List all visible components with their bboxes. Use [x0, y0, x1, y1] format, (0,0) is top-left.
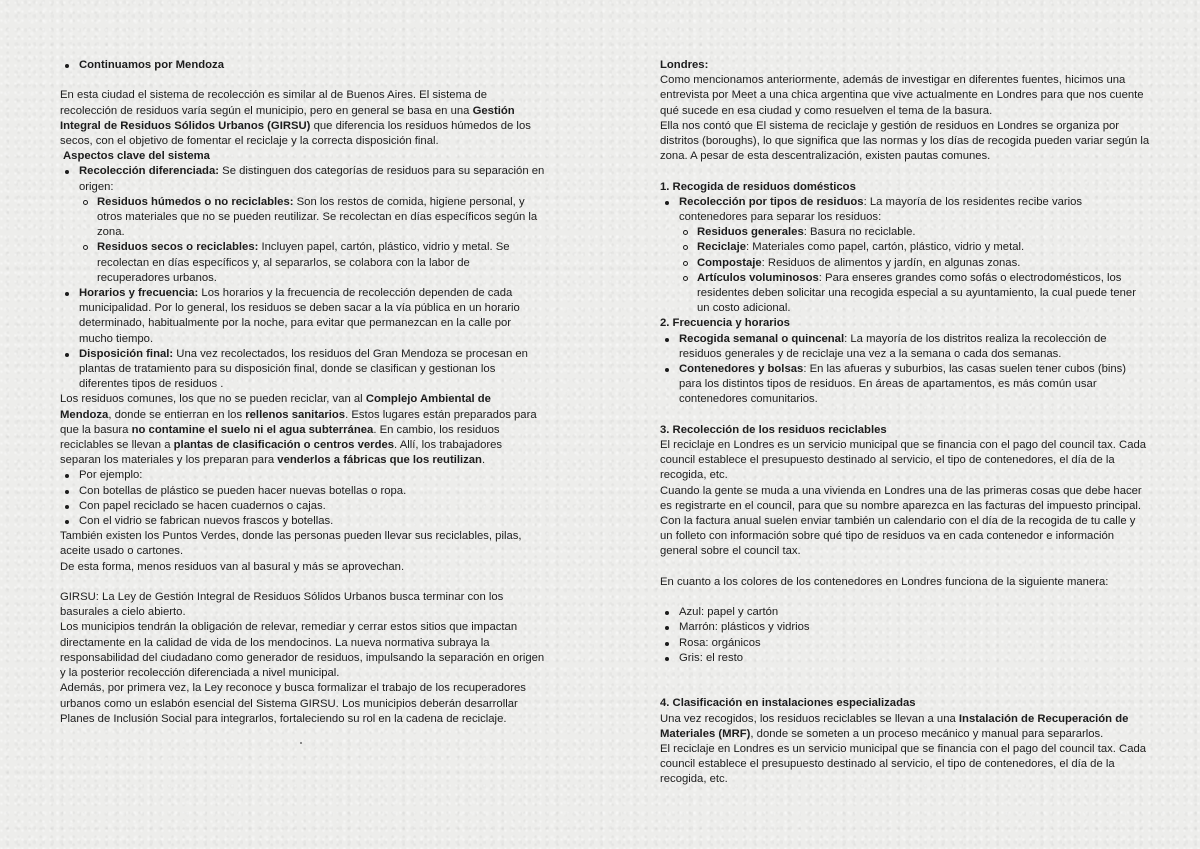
colors-list: [660, 605, 1150, 666]
list-item: Residuos secos o reciclables: Incluyen papel, cartón, plástico, vidrio y metal. Se recolectan en días específicos y, al separarlos, se colabora con la labor de recuperadores urbanos.: [79, 240, 545, 286]
section-1-title: 1. Recogida de residuos domésticos: [660, 180, 856, 193]
stray-dot: [300, 742, 302, 744]
section-4-paragraph-2: El reciclaje en Londres es un servicio municipal que se financia con el pago del council tax. Cada council establece el presupuesto destinado al servicio, el tipo de contenedores, el día de la recogida, etc.: [660, 743, 1147, 786]
section-3-title: 3. Recolección de los residuos reciclables: [660, 423, 887, 436]
section-2-title: 2. Frecuencia y horarios: [660, 317, 790, 330]
list-item: Recolección por tipos de residuos: La mayoría de los residentes recibe varios contenedores para separar los residuos: Residuos generales: Basura no reciclable. Reciclaje: Materiales como papel, cartón, plástico, vidrio y metal. Compostaje: Residuos de alimentos y jardín, en algunas zonas. Artículos voluminosos: Para enseres grandes como sofás o electrodomésticos, los residentes deben solicitar una recogida especial a su ayuntamiento, la cual puede tener un costo adicional.: [660, 195, 1150, 317]
girsu-paragraph-2: Los municipios tendrán la obligación de relevar, remediar y cerrar estos sitios que impactan directamente en la calidad de vida de los mendocinos. La nueva normativa subraya la responsabilidad del ciudadano como generador de residuos, impulsando la separación en origen y la posterior recolección diferenciada a nivel municipal.: [60, 621, 545, 680]
list-item: Recolección diferenciada: Se distinguen dos categorías de residuos para su separación en origen: Residuos húmedos o no reciclables: Son los restos de comida, higiene personal, y otros materiales que no se pueden reutilizar. Se recolectan en días específicos según la zona. Residuos secos o reciclables: Incluyen papel, cartón, plástico, vidrio y metal. Se recolectan en días específicos y, al separarlos, se colabora con la labor de recuperadores urbanos.: [60, 164, 545, 286]
list-item: Compostaje: Residuos de alimentos y jardín, en algunas zonas.: [679, 256, 1150, 271]
section-3-paragraph-2: Cuando la gente se muda a una vivienda en Londres una de las primeras cosas que debe hacer es registrarte en el council, para que su nombre aparezca en las facturas del impuesto principal. Con la factura anual suelen enviar también un calendario con el día de la recogida de tu calle y un folleto con información sobre qué tipo de residuos va en cada contenedor e información general sobre el council tax.: [660, 484, 1142, 558]
mendoza-intro: En esta ciudad el sistema de recolección es similar al de Buenos Aires. El sistema de recolección de residuos varía según el municipio, pero en general se basa en una Gestión Integral de Residuos Sólidos Urbanos (GIRSU) que diferencia los residuos húmedos de los secos, con el objetivo de fomentar el reciclaje y la correcta disposición final.: [60, 89, 531, 147]
list-item: Horarios y frecuencia: Los horarios y la frecuencia de recolección dependen de cada municipalidad. Por lo general, los residuos se deben sacar a la vía pública en un horario determinado, habitualmente por la noche, para evitar que permanezcan en la calle por mucho tiempo.: [60, 286, 545, 347]
list-item: Marrón: plásticos y vidrios: [660, 620, 1150, 635]
londres-intro-1: Como mencionamos anteriormente, además de investigar en diferentes fuentes, hicimos una entrevista por Meet a una chica argentina que vive actualmente en Londres para que nos cuente qué sucede en esa ciudad y como resuelven el tema de la basura.: [660, 74, 1144, 117]
list-item: Con papel reciclado se hacen cuadernos o cajas.: [60, 499, 545, 514]
list-item: Contenedores y bolsas: En las afueras y suburbios, las casas suelen tener cubos (bins) para los distintos tipos de residuos. En áreas de apartamentos, es más común usar contenedores comunitarios.: [660, 362, 1150, 408]
examples-list: [60, 468, 545, 529]
waste-types-list: [60, 195, 545, 286]
list-item: Con botellas de plástico se pueden hacer nuevas botellas o ropa.: [60, 484, 545, 499]
section-4-title: 4. Clasificación en instalaciones especializadas: [660, 697, 916, 710]
londres-title: Londres:: [660, 59, 709, 71]
section-2-list: [660, 332, 1150, 408]
heading-list: [60, 58, 545, 73]
mendoza-heading: Continuamos por Mendoza: [60, 58, 545, 73]
list-item: Disposición final: Una vez recolectados, los residuos del Gran Mendoza se procesan en plantas de tratamiento para su disposición final, donde se clasifican y gestionan los diferentes tipos de residuos .: [60, 347, 545, 393]
section-1-list: [660, 195, 1150, 317]
container-types-list: [660, 225, 1150, 316]
colors-intro: En cuanto a los colores de los contenedores en Londres funciona de la siguiente manera:: [660, 575, 1109, 588]
section-4-paragraph-1: Una vez recogidos, los residuos reciclables se llevan a una Instalación de Recuperación de Materiales (MRF), donde se someten a un proceso mecánico y manual para separarlos.: [660, 712, 1129, 740]
list-item: Por ejemplo:: [60, 468, 545, 483]
section-3-paragraph-1: El reciclaje en Londres es un servicio municipal que se financia con el pago del council tax. Cada council establece el presupuesto destinado al servicio, el tipo de contenedores, el día de la recogida, etc.: [660, 439, 1147, 482]
list-item: Con el vidrio se fabrican nuevos frascos y botellas.: [60, 514, 545, 529]
londres-intro-2: Ella nos contó que El sistema de reciclaje y gestión de residuos en Londres se organiza por distritos (boroughs), lo que significa que las normas y los días de recogida pueden variar según la zona. A pesar de esta descentralización, existen pautas comunes.: [660, 119, 1150, 163]
list-item: Recogida semanal o quincenal: La mayoría de los distritos realiza la recolección de residuos generales y de reciclaje una vez a la semana o cada dos semanas.: [660, 332, 1150, 362]
right-column: [660, 58, 1150, 788]
common-waste-paragraph: Los residuos comunes, los que no se pueden reciclar, van al Complejo Ambiental de Mendoza, donde se entierran en los rellenos sanitarios. Estos lugares están preparados para que la basura no contamine el suelo ni el agua subterránea. En cambio, los residuos reciclables se llevan a plantas de clasificación o centros verdes. Allí, los trabajadores separan los materiales y los preparan para venderlos a fábricas que los reutilizan.: [60, 393, 537, 467]
list-item: Reciclaje: Materiales como papel, cartón, plástico, vidrio y metal.: [679, 240, 1150, 255]
aspects-list: [60, 164, 545, 392]
list-item: Azul: papel y cartón: [660, 605, 1150, 620]
list-item: Rosa: orgánicos: [660, 636, 1150, 651]
list-item: Residuos húmedos o no reciclables: Son los restos de comida, higiene personal, y otros materiales que no se pueden reutilizar. Se recolectan en días específicos según la zona.: [79, 195, 545, 241]
aspects-title: Aspectos clave del sistema: [63, 150, 210, 163]
list-item: Gris: el resto: [660, 651, 1150, 666]
girsu-paragraph-1: GIRSU: La Ley de Gestión Integral de Residuos Sólidos Urbanos busca terminar con los basurales a cielo abierto.: [60, 591, 504, 619]
left-column: [60, 58, 545, 727]
list-item: Artículos voluminosos: Para enseres grandes como sofás o electrodomésticos, los residentes deben solicitar una recogida especial a su ayuntamiento, la cual puede tener un costo adicional.: [679, 271, 1150, 317]
list-item: Residuos generales: Basura no reciclable.: [679, 225, 1150, 240]
puntos-verdes-paragraph: También existen los Puntos Verdes, donde las personas pueden llevar sus reciclables, pilas, aceite usado o cartones.: [60, 530, 522, 558]
girsu-paragraph-3: Además, por primera vez, la Ley reconoce y busca formalizar el trabajo de los recuperadores urbanos como un eslabón esencial del Sistema GIRSU. Los municipios deberán desarrollar Planes de Inclusión Social para integrarlos, fortaleciendo su rol en la cadena de reciclaje.: [60, 682, 526, 725]
conclusion-paragraph: De esta forma, menos residuos van al basural y más se aprovechan.: [60, 560, 405, 573]
